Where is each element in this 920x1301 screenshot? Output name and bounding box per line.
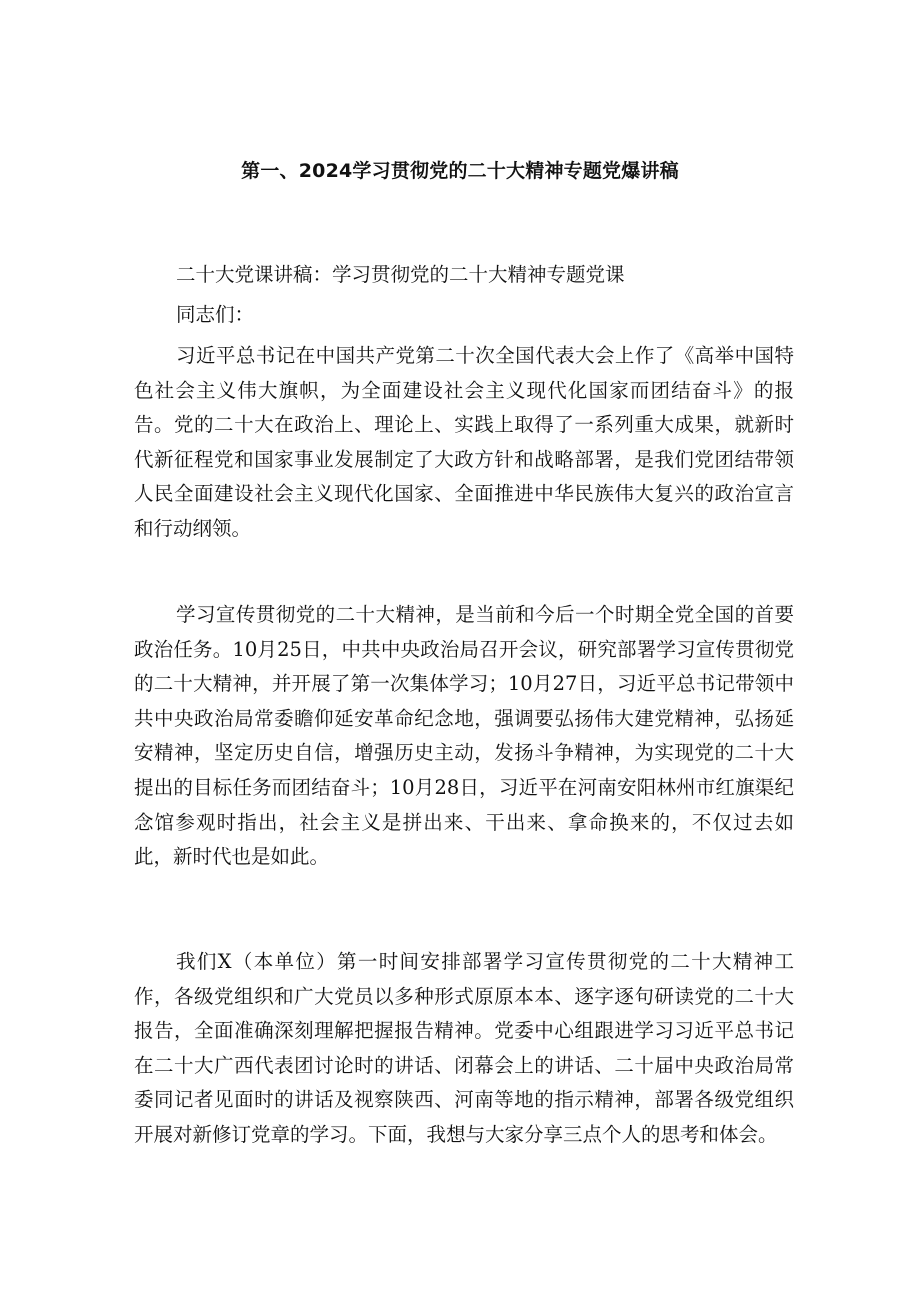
paragraph-2: 学习宣传贯彻党的二十大精神，是当前和今后一个时期全党全国的首要政治任务。10月25日，中共中央政治局召开会议，研究部署学习宣传贯彻党的二十大精神，并开展了第一次集体学习；10月27日，习近平总书记带领中共中央政治局常委瞻仰延安革命纪念地，强调要弘扬伟大建党精神，弘扬延安精神，坚定历史自信，增强历史主动，发扬斗争精神，为实现党的二十大提出的目标任务而团结奋斗；10月28日，习近平在河南安阳林州市红旗渠纪念馆参观时指出，社会主义是拼出来、干出来、拿命换来的，不仅过去如此，新时代也是如此。 (134, 603, 794, 869)
paragraph-3: 我们X（本单位）第一时间安排部署学习宣传贯彻党的二十大精神工作，各级党组织和广大党员以多种形式原原本本、逐字逐句研读党的二十大报告，全面准确深刻理解把握报告精神。党委中心组跟进学习习近平总书记在二十大广西代表团讨论时的讲话、闭幕会上的讲话、二十届中央政治局常委同记者见面时的讲话及视察陕西、河南等地的指示精神，部署各级党组织开展对新修订党章的学习。下面，我想与大家分享三点个人的思考和体会。 (134, 950, 794, 1146)
salutation: 同志们： (176, 303, 255, 326)
document-title: 第一、2024学习贯彻党的二十大精神专题党爆讲稿 (241, 160, 679, 182)
document-subtitle: 二十大党课讲稿：学习贯彻党的二十大精神专题党课 (176, 263, 625, 286)
paragraph-1: 习近平总书记在中国共产党第二十次全国代表大会上作了《高举中国特色社会主义伟大旗帜，为全面建设社会主义现代化国家而团结奋斗》的报告。党的二十大在政治上、理论上、实践上取得了一系列重大成果，就新时代新征程党和国家事业发展制定了大政方针和战略部署，是我们党团结带领人民全面建设社会主义现代化国家、全面推进中华民族伟大复兴的政治宣言和行动纲领。 (134, 344, 794, 540)
